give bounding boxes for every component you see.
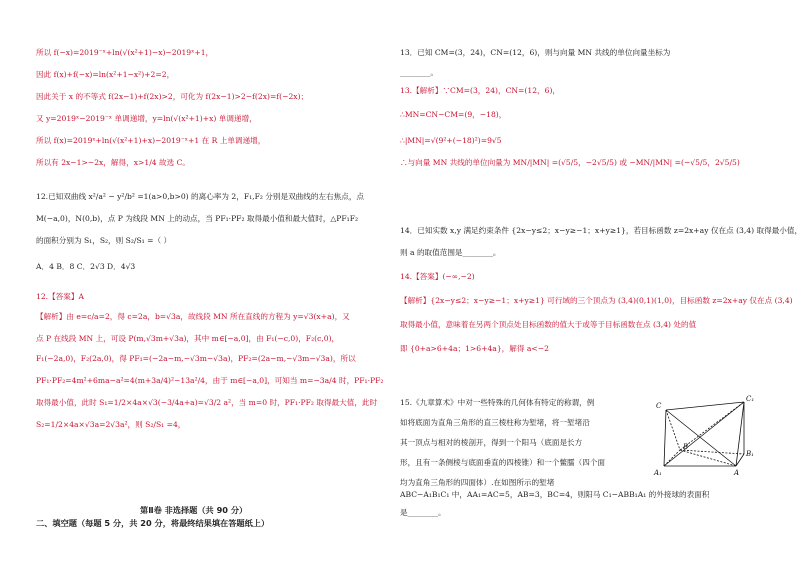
right-line-14: 其一顶点与相对的棱剖开，得到一个阳马（底面是长方 (400, 438, 583, 447)
left-line-6: 12.已知双曲线 x²/a² − y²/b² =1(a>0,b>0) 的离心率为 2，F₁,F₂ 分别是双曲线的左右焦点，点 (36, 192, 365, 201)
right-line-3: ∴MN=CN−CM=(9，−18)， (400, 110, 507, 119)
left-line-15: 取得最小值，此时 S₁=1/2×4a×√3(−3/4a+a)=√3/2 a²，当 m=0 时，PF₁·PF₂ 取得最大值，此时 (36, 398, 378, 407)
left-line-13: F₁(−2a,0)，F₂(2a,0)，得 PF₁=(−2a−m,−√3m−√3a)，PF₂=(2a−m,−√3m−√3a)，所以 (36, 354, 356, 363)
right-line-4: ∴|MN|=√(9²+(−18)²)=9√5 (400, 136, 502, 145)
right-line-0: 13．已知 CM=(3，24)，CN=(12，6)，则与向量 MN 共线的单位向量坐标为 (400, 48, 671, 57)
prism-figure (652, 392, 764, 480)
label-a: A (734, 469, 740, 477)
right-line-16: 均为直角三角形的四面体）.在如图所示的堑堵 (400, 478, 555, 487)
right-line-12: 15.《九章算术》中对一些特殊的几何体有特定的称谓，例 (400, 398, 595, 407)
section-title: 二、填空题（每题 5 分，共 20 分，将最终结果填在答题纸上） (36, 518, 270, 528)
right-line-5: ∴与向量 MN 共线的单位向量为 MN/|MN| =(√5/5，−2√5/5) 或 −MN/|MN| =(−√5/5，2√5/5) (400, 158, 740, 167)
right-line-6: 14．已知实数 x,y 满足约束条件 {2x−y≤2；x−y≥−1；x+y≥1}，若目标函数 z=2x+ay 仅在点 (3,4) 取得最小值， (400, 226, 802, 235)
label-c: C (656, 402, 662, 410)
right-line-11: 即 {0+a>6+4a；1>6+4a}，解得 a<−2 (400, 344, 549, 353)
right-line-8: 14.【答案】(−∞,−2) (400, 272, 475, 281)
label-c1: C₁ (746, 395, 755, 403)
left-line-14: PF₁·PF₂=4m²+6ma−a²=4(m+3a/4)²−13a²/4，由于 m∈[−a,0]，可知当 m=−3a/4 时，PF₁·PF₂ (36, 376, 384, 385)
right-line-9: 【解析】{2x−y≤2；x−y≥−1；x+y≥1} 可行域的三个顶点为 (3,4)(0,1)(1,0)，目标函数 z=2x+ay 仅在点 (3,4) (400, 296, 793, 305)
label-a1: A₁ (654, 469, 662, 477)
right-line-2: 13.【解析】∵CM=(3，24)，CN=(12，6)， (400, 86, 561, 95)
left-line-9: A．4 B．8 C．2√3 D．4√3 (36, 262, 136, 271)
right-line-13: 如将底面为直角三角形的直三棱柱称为堑堵，将一堑堵沿 (400, 418, 590, 427)
right-line-1: ________。 (400, 68, 438, 77)
left-line-0: 所以 f(−x)=2019⁻ˣ+ln(√(x²+1)−x)−2019ˣ+1， (36, 48, 214, 57)
right-line-10: 取得最小值，意味着在另两个顶点处目标函数的值大于或等于目标函数在点 (3,4) 处的值 (400, 320, 697, 329)
left-line-11: 【解析】由 e=c/a=2，得 c=2a，b=√3a，故线段 MN 所在直线的方程为 y=√3(x+a)，又 (36, 312, 350, 321)
label-b: B (683, 443, 689, 451)
left-line-8: 的面积分别为 S₁，S₂，则 S₂/S₁ =（ ） (36, 236, 172, 245)
label-b1: B₁ (746, 450, 754, 458)
left-line-3: 又 y=2019ˣ−2019⁻ˣ 单调递增，y=ln(√(x²+1)+x) 单调递增， (36, 114, 257, 123)
left-line-2: 因此关于 x 的不等式 f(2x−1)+f(2x)>2，可化为 f(2x−1)>2−f(2x)=f(−2x)； (36, 92, 309, 101)
left-line-10: 12.【答案】A (36, 292, 84, 301)
left-line-1: 因此 f(x)+f(−x)=ln(x²+1−x²)+2=2， (36, 70, 175, 79)
left-line-5: 所以有 2x−1>−2x，解得，x>1/4 故选 C。 (36, 158, 191, 167)
part-title: 第Ⅱ卷 非选择题（共 90 分） (140, 505, 248, 515)
right-line-15: 形，且有一条侧棱与底面垂直的四棱锥）和一个鳖臑（四个面 (400, 458, 606, 467)
left-line-16: S₂=1/2×4a×√3a=2√3a²，则 S₂/S₁ =4， (36, 420, 186, 429)
left-line-7: M(−a,0)，N(0,b)，点 P 为线段 MN 上的动点，当 PF₁·PF₂ 取得最小值和最大值时，△PF₁F₂ (36, 214, 359, 223)
left-line-12: 点 P 在线段 MN 上，可设 P(m,√3m+√3a)，其中 m∈[−a,0]，由 F₁(−c,0)，F₂(c,0)， (36, 334, 340, 343)
right-line-18: 是________。 (400, 508, 446, 517)
right-line-7: 则 a 的取值范围是________。 (400, 248, 501, 257)
left-line-4: 所以 f(x)=2019ˣ+ln(√(x²+1)+x)−2019⁻ˣ+1 在 R 上单调递增， (36, 136, 266, 145)
right-line-17: ABC−A₁B₁C₁ 中，AA₁=AC=5，AB=3，BC=4，则阳马 C₁−ABB₁A₁ 的外接球的表面积 (400, 490, 710, 499)
